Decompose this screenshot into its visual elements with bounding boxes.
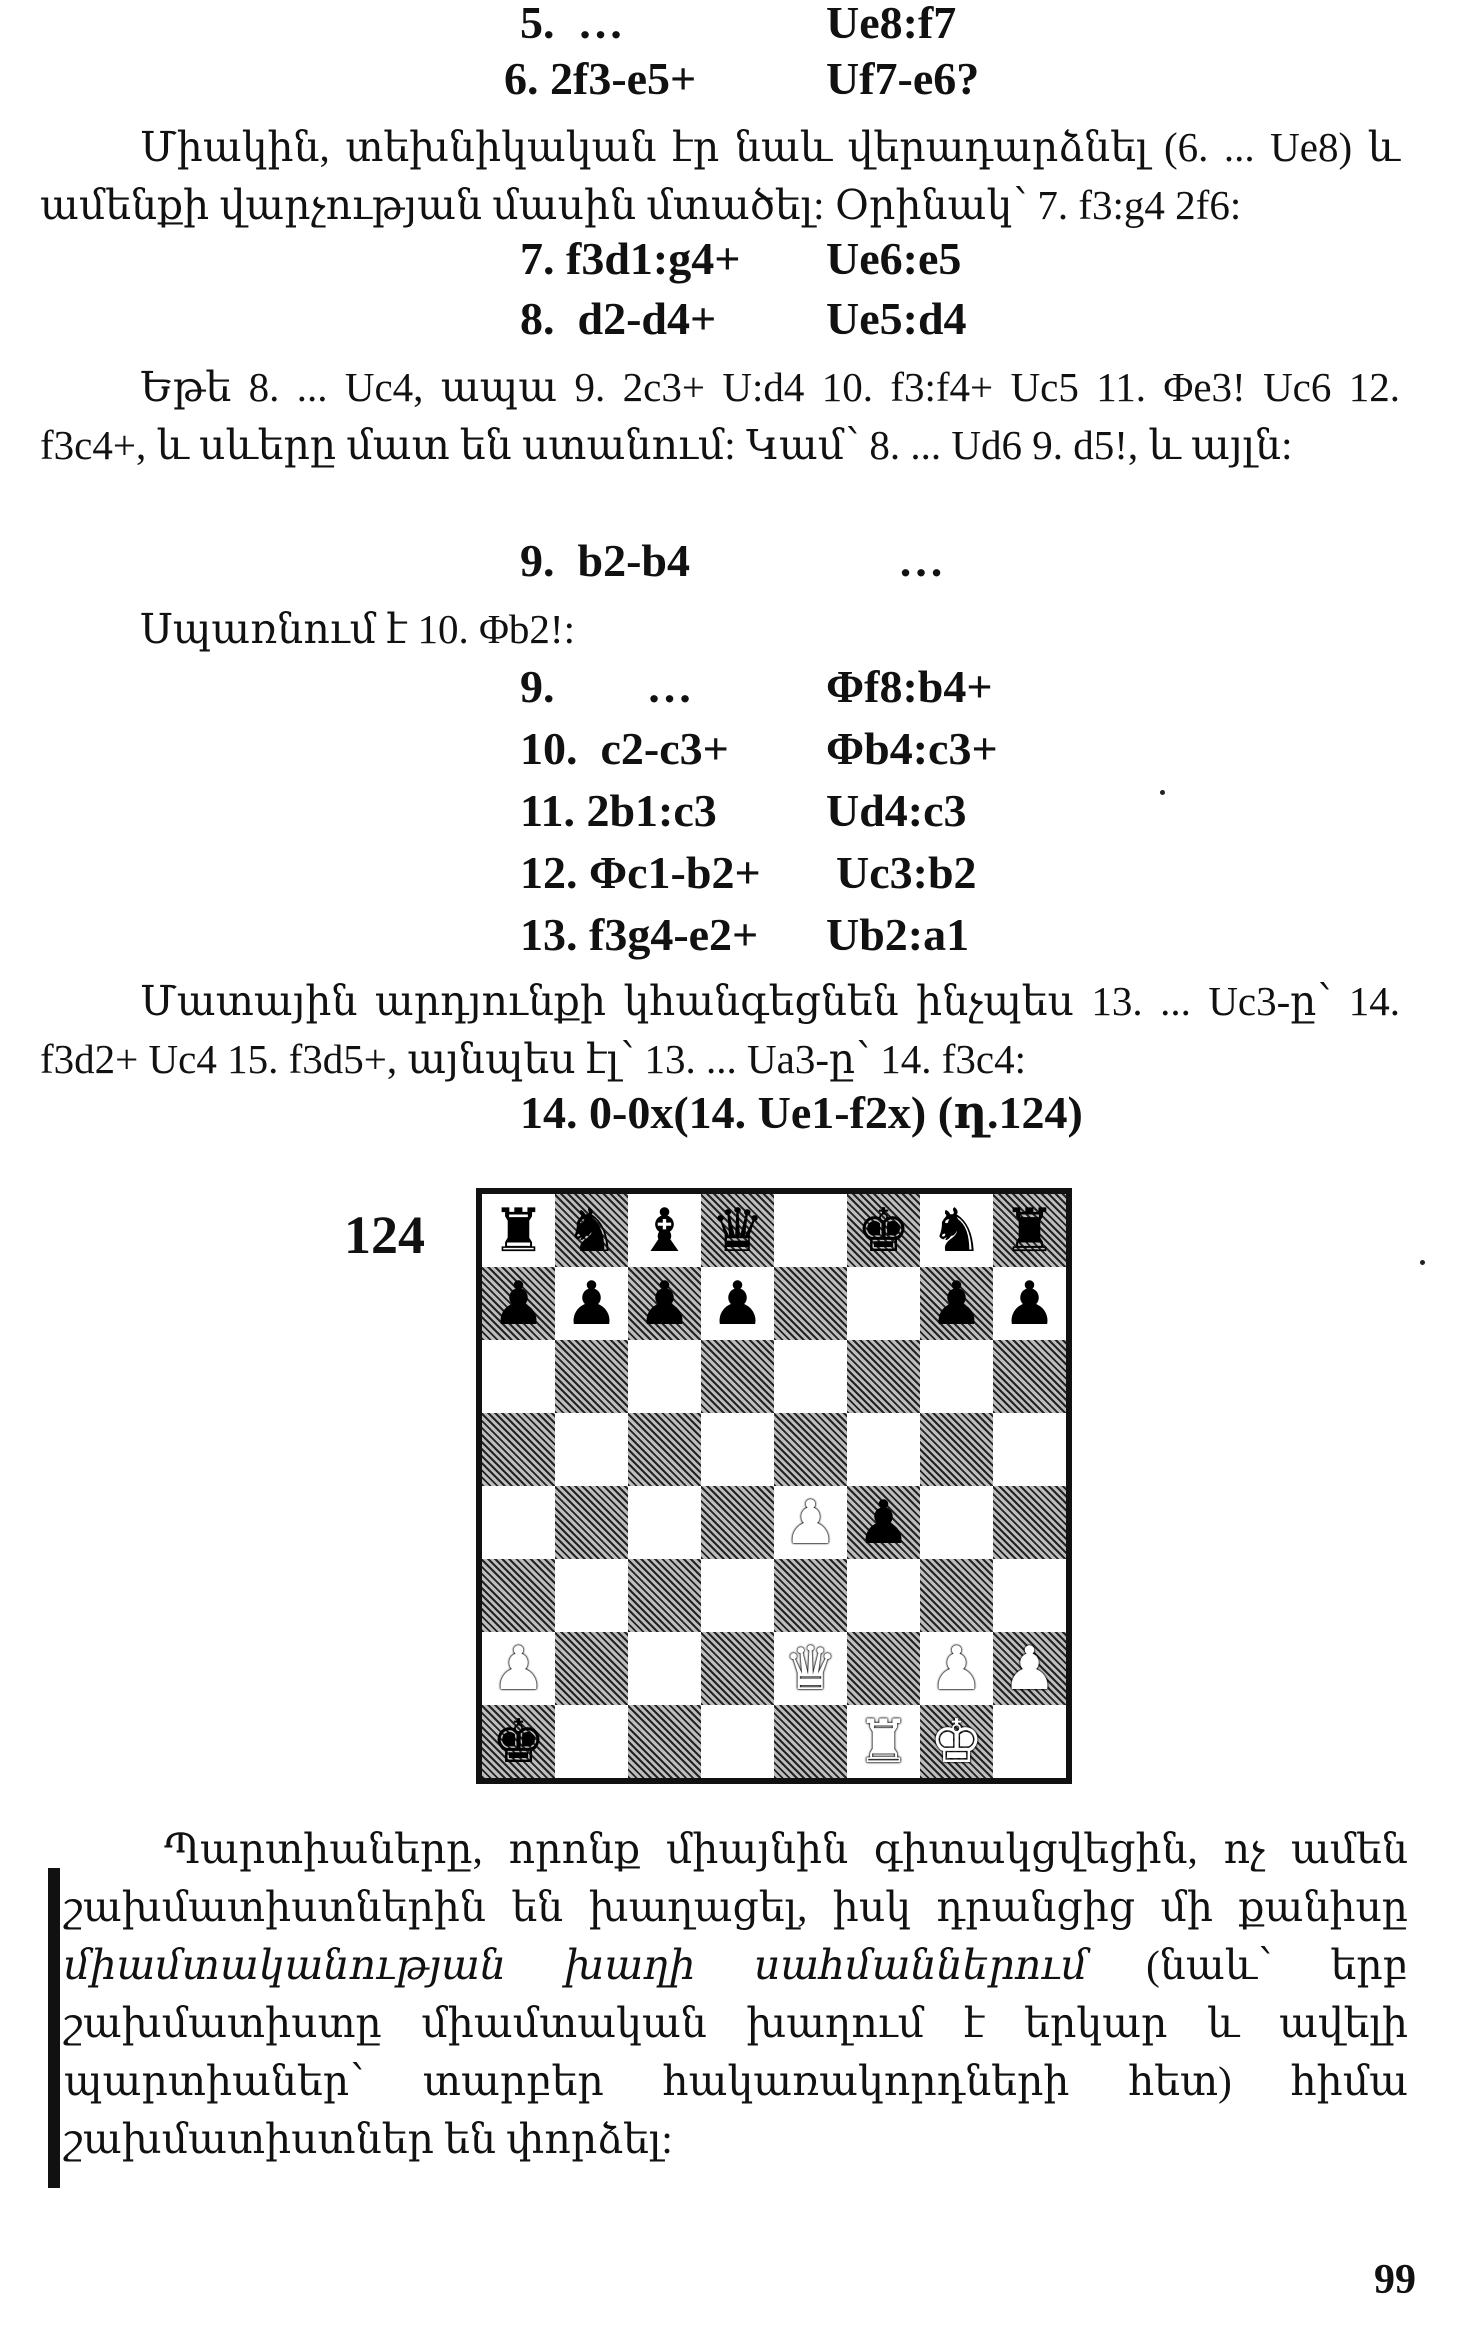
square-a6 xyxy=(482,1340,555,1413)
black-knight-icon: ♞ xyxy=(929,1195,984,1266)
white-pawn-icon: ♟ xyxy=(1002,1633,1057,1704)
move-white: 5. … xyxy=(520,0,624,48)
italic-term: միամտականության խաղի սահմաններում xyxy=(64,1942,1088,1988)
square-h7 xyxy=(993,1267,1066,1340)
margin-mark xyxy=(48,1868,60,2188)
square-d5 xyxy=(701,1413,774,1486)
black-pawn-icon: ♟ xyxy=(710,1268,765,1339)
black-queen-icon: ♛ xyxy=(710,1195,765,1266)
square-h3 xyxy=(993,1559,1066,1632)
square-d7 xyxy=(701,1267,774,1340)
square-e2 xyxy=(774,1632,847,1705)
white-pawn-icon: ♟ xyxy=(929,1633,984,1704)
square-c7 xyxy=(628,1267,701,1340)
square-c1 xyxy=(628,1705,701,1778)
move-white: 9. … xyxy=(520,661,693,712)
move-black: Ud4:c3 xyxy=(826,785,967,836)
commentary-paragraph: Սպառնում է 10. Φb2!: xyxy=(140,606,575,652)
square-g2 xyxy=(920,1632,993,1705)
move-white: 6. 2f3-e5+ xyxy=(504,53,697,104)
move-black: Φf8:b4+ xyxy=(826,661,993,712)
square-g1 xyxy=(920,1705,993,1778)
commentary-paragraph: Միակին, տեխնիկական էր նաև վերադարձնել (6. ... Ue8) և ամենքի վարչության մասին մտածել: Օրինակ՝ 7. f3:g4 2f6: xyxy=(40,124,1400,228)
square-h4 xyxy=(993,1486,1066,1559)
black-king-icon: ♚ xyxy=(491,1706,546,1777)
square-b5 xyxy=(555,1413,628,1486)
square-d2 xyxy=(701,1632,774,1705)
square-d8 xyxy=(701,1194,774,1267)
square-f6 xyxy=(847,1340,920,1413)
square-b4 xyxy=(555,1486,628,1559)
square-e3 xyxy=(774,1559,847,1632)
square-f5 xyxy=(847,1413,920,1486)
square-e7 xyxy=(774,1267,847,1340)
square-a7 xyxy=(482,1267,555,1340)
chess-board xyxy=(482,1194,1066,1778)
square-b2 xyxy=(555,1632,628,1705)
square-b3 xyxy=(555,1559,628,1632)
square-a1 xyxy=(482,1705,555,1778)
square-f8 xyxy=(847,1194,920,1267)
move-black: Ue8:f7 xyxy=(826,0,957,48)
square-f3 xyxy=(847,1559,920,1632)
square-a4 xyxy=(482,1486,555,1559)
square-g5 xyxy=(920,1413,993,1486)
move-black: Φb4:c3+ xyxy=(826,723,998,774)
white-pawn-icon: ♟ xyxy=(491,1633,546,1704)
square-e4 xyxy=(774,1486,847,1559)
square-c5 xyxy=(628,1413,701,1486)
square-h8 xyxy=(993,1194,1066,1267)
move-white: 7. f3d1:g4+ xyxy=(520,233,741,284)
black-pawn-icon: ♟ xyxy=(929,1268,984,1339)
commentary-paragraph: Եթե 8. ... Uc4, ապա 9. 2c3+ U:d4 10. f3:f4+ Uc5 11. Φe3! Uc6 12. f3c4+, և սևերը մատ են ստանում: Կամ՝ 8. ... Ud6 9. d5!, և այլն: xyxy=(40,364,1400,468)
black-rook-icon: ♜ xyxy=(491,1195,546,1266)
square-c3 xyxy=(628,1559,701,1632)
move-black: Uf7-e6? xyxy=(826,53,980,104)
square-f7 xyxy=(847,1267,920,1340)
square-c2 xyxy=(628,1632,701,1705)
square-a3 xyxy=(482,1559,555,1632)
white-king-icon: ♚ xyxy=(929,1706,984,1777)
square-f1 xyxy=(847,1705,920,1778)
square-e1 xyxy=(774,1705,847,1778)
square-h2 xyxy=(993,1632,1066,1705)
square-b6 xyxy=(555,1340,628,1413)
closing-paragraph: Պարտիաները, որոնք միայնին գիտակցվեցին, ոչ ամեն շախմատիստներին են խաղացել, իսկ դրանցից մի քանիսը միամտականության խաղի սահմաններում (նաև՝ երբ շախմատիստը միամտական խաղում է երկար և ավելի պարտիաներ՝ տարբեր հակառակորդների հետ) հիմա շախմատիստներ են փորձել: xyxy=(64,1826,1408,2162)
square-b1 xyxy=(555,1705,628,1778)
square-h1 xyxy=(993,1705,1066,1778)
move-white: 12. Φc1-b2+ xyxy=(520,847,761,898)
move-black: … xyxy=(898,535,944,586)
move-white: 11. 2b1:c3 xyxy=(520,785,717,836)
square-a5 xyxy=(482,1413,555,1486)
black-pawn-icon: ♟ xyxy=(856,1487,911,1558)
move-black: Uc3:b2 xyxy=(836,847,977,898)
white-pawn-icon: ♟ xyxy=(783,1487,838,1558)
square-c6 xyxy=(628,1340,701,1413)
white-queen-icon: ♛ xyxy=(783,1633,838,1704)
square-f2 xyxy=(847,1632,920,1705)
square-a8 xyxy=(482,1194,555,1267)
diagram-number: 124 xyxy=(344,1205,425,1265)
page-number: 99 xyxy=(1374,2257,1416,2303)
square-h5 xyxy=(993,1413,1066,1486)
chess-diagram xyxy=(476,1188,1072,1784)
black-pawn-icon: ♟ xyxy=(1002,1268,1057,1339)
square-d1 xyxy=(701,1705,774,1778)
black-pawn-icon: ♟ xyxy=(564,1268,619,1339)
move-black: Ue6:e5 xyxy=(826,233,962,284)
move-black: Ue5:d4 xyxy=(826,293,967,344)
white-rook-icon: ♜ xyxy=(856,1706,911,1777)
square-b7 xyxy=(555,1267,628,1340)
square-e8 xyxy=(774,1194,847,1267)
square-c8 xyxy=(628,1194,701,1267)
commentary-paragraph: Մատային արդյունքի կհանգեցնեն ինչպես 13. ... Uc3-ը՝ 14. f3d2+ Uc4 15. f3d5+, այնպես էլ՝ 13. ... Ua3-ը՝ 14. f3c4: xyxy=(40,978,1400,1082)
black-bishop-icon: ♝ xyxy=(637,1195,692,1266)
square-f4 xyxy=(847,1486,920,1559)
move-white: 8. d2-d4+ xyxy=(520,293,717,344)
square-g6 xyxy=(920,1340,993,1413)
square-g8 xyxy=(920,1194,993,1267)
square-e6 xyxy=(774,1340,847,1413)
square-a2 xyxy=(482,1632,555,1705)
square-g4 xyxy=(920,1486,993,1559)
move-white: 13. f3g4-e2+ xyxy=(520,909,759,960)
square-d6 xyxy=(701,1340,774,1413)
square-e5 xyxy=(774,1413,847,1486)
square-b8 xyxy=(555,1194,628,1267)
black-rook-icon: ♜ xyxy=(1002,1195,1057,1266)
black-pawn-icon: ♟ xyxy=(637,1268,692,1339)
square-d3 xyxy=(701,1559,774,1632)
square-h6 xyxy=(993,1340,1066,1413)
black-knight-icon: ♞ xyxy=(564,1195,619,1266)
speck xyxy=(1420,1260,1425,1265)
move-white: 9. b2-b4 xyxy=(520,535,690,586)
black-pawn-icon: ♟ xyxy=(491,1268,546,1339)
speck xyxy=(1160,790,1165,795)
square-d4 xyxy=(701,1486,774,1559)
move-white: 14. 0-0x(14. Ue1-f2x) (ղ.124) xyxy=(520,1087,1083,1138)
square-g3 xyxy=(920,1559,993,1632)
move-black: Ub2:a1 xyxy=(826,909,970,960)
black-king-icon: ♚ xyxy=(856,1195,911,1266)
square-c4 xyxy=(628,1486,701,1559)
square-g7 xyxy=(920,1267,993,1340)
move-white: 10. c2-c3+ xyxy=(520,723,729,774)
